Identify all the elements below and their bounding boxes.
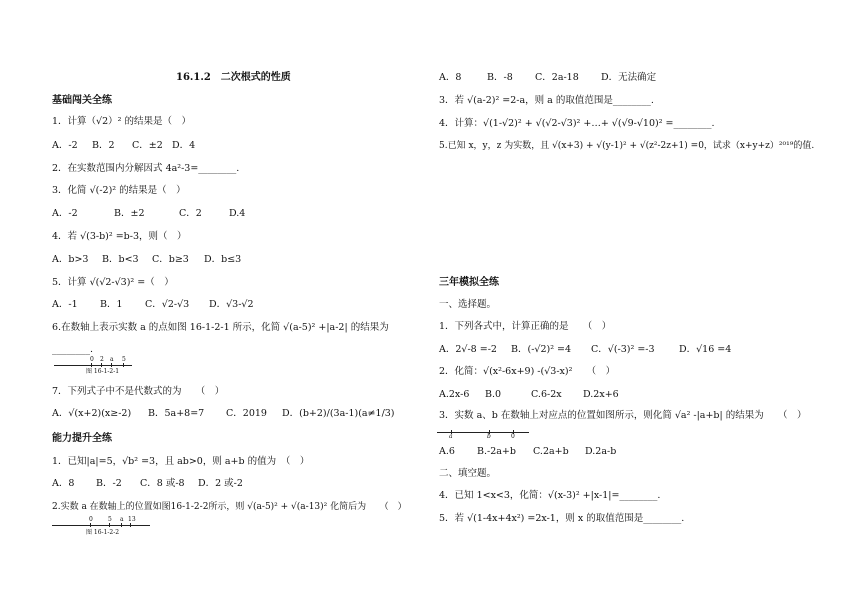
tick-label: 0 [90, 356, 94, 363]
option: D．无法确定 [601, 72, 657, 83]
question-1-options [52, 140, 195, 152]
option: A．-2 [52, 208, 78, 219]
option: A．8 [439, 72, 462, 83]
option: A．-2 [52, 140, 78, 151]
question-6: 6.在数轴上表示实数 a 的点如图 16-1-2-1 所示，化简 √(a-5)² +|a-2| 的结果为 [52, 322, 389, 333]
tick-label: 2 [100, 356, 104, 363]
mock-question-2-options [439, 389, 619, 401]
mock-question-5: 5．若 √(1-4x+4x²) =2x-1，则 x 的取值范围是________. [439, 513, 685, 524]
option: B．-2 [96, 478, 122, 489]
option: B．±2 [114, 208, 145, 219]
option: C．2a-18 [535, 72, 579, 83]
option: D．(b+2)/(3a-1)(a≠1/3) [282, 408, 395, 419]
question-7-options [52, 408, 395, 420]
option: B.-2a+b [477, 446, 516, 457]
tick-label: 13 [128, 516, 136, 523]
mock-question-2: 2．化简：√(x²-6x+9) -(√3-x)² （ ） [439, 366, 616, 377]
tick [101, 363, 102, 367]
advanced-question-2-options [439, 72, 656, 84]
option: B．-8 [487, 72, 513, 83]
option: B．(-√2)² =4 [511, 344, 572, 355]
option: B．5a+8=7 [148, 408, 205, 419]
mock-question-1-options [439, 344, 731, 356]
tick [90, 523, 91, 527]
number-line-figure-2 [52, 516, 162, 538]
tick-label: 5 [108, 516, 112, 523]
option: A．-1 [52, 299, 78, 310]
tick-label: 0 [511, 433, 515, 440]
option: A．b>3 [52, 254, 89, 265]
mock-question-3: 3．实数 a、b 在数轴上对应点的位置如图所示，则化简 √a² -|a+b| 的结果为 （ ） [439, 410, 807, 421]
mock-question-4: 4．已知 1<x<3，化简：√(x-3)² +|x-1|=________. [439, 490, 661, 501]
question-3: 3．化简 √(-2)² 的结果是（ ） [52, 185, 186, 196]
option: A.6 [439, 446, 455, 457]
tick-label: a [110, 356, 114, 363]
advanced-question-1-options [52, 478, 243, 490]
option: D.4 [229, 208, 246, 219]
question-2: 2．在实数范围内分解因式 4a²-3=________. [52, 163, 240, 174]
tick-label: 5 [122, 356, 126, 363]
advanced-question-3: 3．若 √(a-2)² =2-a，则 a 的取值范围是________. [439, 95, 654, 106]
mock-question-1: 1．下列各式中，计算正确的是 （ ） [439, 321, 612, 332]
option: D.2x+6 [583, 389, 619, 400]
option: A.2x-6 [439, 389, 470, 400]
tick [109, 523, 110, 527]
tick-label: b [487, 433, 491, 440]
advanced-question-4: 4．计算：√(1-√2)² + √(√2-√3)² +…+ √(√9-√10)² =________. [439, 118, 715, 129]
figure-caption: 图 16-1-2-1 [86, 368, 120, 375]
question-6-blank: ________. [52, 344, 94, 355]
option: A．√(x+2)(x≥-2) [52, 408, 132, 419]
option: B.0 [485, 389, 502, 400]
option: B．b<3 [102, 254, 139, 265]
question-7: 7．下列式子中不是代数式的为 （ ） [52, 386, 225, 397]
tick-label: 0 [89, 516, 93, 523]
subsection-fill: 二、填空题。 [439, 468, 497, 479]
question-4: 4．若 √(3-b)² =b-3，则（ ） [52, 231, 187, 242]
option: C．8 或-8 [140, 478, 185, 489]
option: C．√2-√3 [145, 299, 190, 310]
question-1: 1．计算（√2）² 的结果是（ ） [52, 116, 191, 127]
option: D．√16 =4 [679, 344, 732, 355]
tick-label: a [120, 516, 124, 523]
tick-label: a [449, 433, 453, 440]
tick [121, 523, 122, 527]
axis-line [52, 525, 150, 526]
axis-line [54, 365, 132, 366]
option: C．2019 [226, 408, 267, 419]
option: B．2 [92, 140, 115, 151]
section-basic: 基础闯关全练 [52, 95, 112, 106]
tick [130, 523, 131, 527]
option: D．4 [172, 140, 196, 151]
option: C．√(-3)² =-3 [591, 344, 655, 355]
option: C.6-2x [531, 389, 562, 400]
option: C．b≥3 [152, 254, 189, 265]
mock-question-3-options [439, 446, 616, 458]
advanced-question-1: 1．已知|a|=5，√b² =3，且 ab>0，则 a+b 的值为 （ ） [52, 456, 310, 467]
number-line-figure-1 [52, 356, 152, 376]
figure-caption: 图 16-1-2-2 [86, 529, 120, 536]
advanced-question-5: 5.已知 x，y，z 为实数，且 √(x+3) + √(y-1)² + √(z²-2z+1) =0，试求（x+y+z）²⁰¹⁹的值. [439, 141, 815, 151]
option: D.2a-b [585, 446, 617, 457]
tick [91, 363, 92, 367]
option: C.2a+b [533, 446, 569, 457]
section-three-year: 三年模拟全练 [439, 277, 499, 288]
subsection-choice: 一、选择题。 [439, 299, 497, 310]
left-column [50, 0, 450, 608]
right-column [437, 0, 837, 608]
option: D．√3-√2 [209, 299, 254, 310]
question-5: 5．计算 √(√2-√3)² =（ ） [52, 277, 174, 288]
question-3-options [52, 208, 245, 220]
option: C．±2 [132, 140, 163, 151]
tick [111, 363, 112, 367]
option: B．1 [100, 299, 123, 310]
question-5-options [52, 299, 254, 311]
option: D．2 或-2 [198, 478, 243, 489]
section-advanced: 能力提升全练 [52, 433, 112, 444]
tick [123, 363, 124, 367]
page-title: 16.1.2 二次根式的性质 [176, 72, 291, 83]
question-4-options [52, 254, 241, 266]
option: D．b≤3 [204, 254, 242, 265]
number-line-figure-3 [437, 425, 537, 441]
option: A．2√-8 =-2 [439, 344, 497, 355]
option: A．8 [52, 478, 75, 489]
option: C．2 [179, 208, 202, 219]
advanced-question-2: 2.实数 a 在数轴上的位置如图16-1-2-2所示，则 √(a-5)² + √(a-13)² 化简后为 （ ） [52, 502, 407, 512]
